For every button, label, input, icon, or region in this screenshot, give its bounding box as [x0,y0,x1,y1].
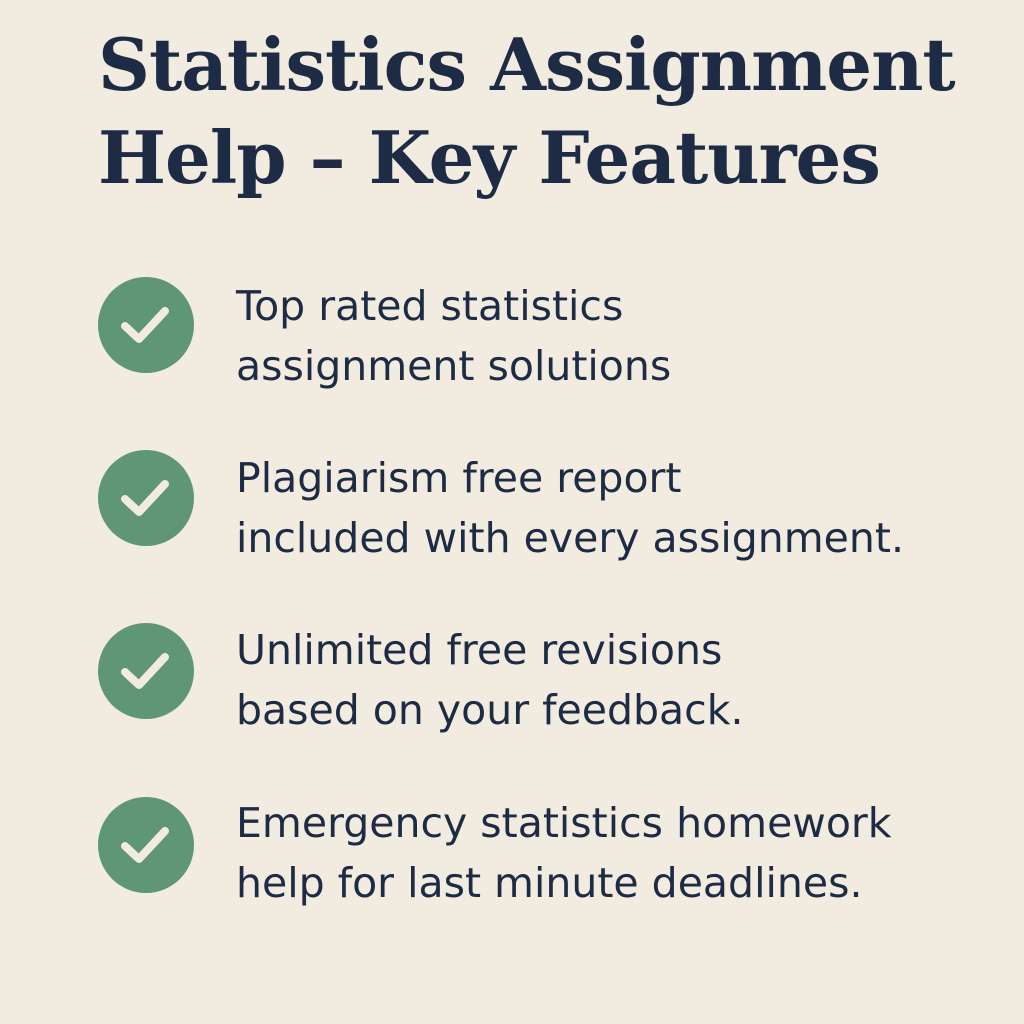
feature-line-1: Plagiarism free report [236,454,682,502]
check-circle-icon [98,450,194,546]
feature-line-2: included with every assignment. [236,514,904,562]
feature-item [98,793,978,923]
feature-line-2: assignment solutions [236,342,672,390]
check-circle-icon [98,797,194,893]
feature-line-1: Top rated statistics [236,282,624,330]
title-line-1: Statistics Assignment [98,22,955,107]
feature-item [98,620,978,750]
title-line-2: Help – Key Features [98,115,880,200]
check-circle-icon [98,277,194,373]
feature-text [236,448,976,568]
feature-item [98,276,978,406]
feature-text [236,276,976,396]
feature-item [98,448,978,578]
feature-line-2: based on your feedback. [236,686,744,734]
feature-text [236,793,976,913]
feature-line-2: help for last minute deadlines. [236,859,863,907]
feature-line-1: Unlimited free revisions [236,626,723,674]
check-circle-icon [98,623,194,719]
feature-line-1: Emergency statistics homework [236,799,892,847]
feature-text [236,620,976,740]
